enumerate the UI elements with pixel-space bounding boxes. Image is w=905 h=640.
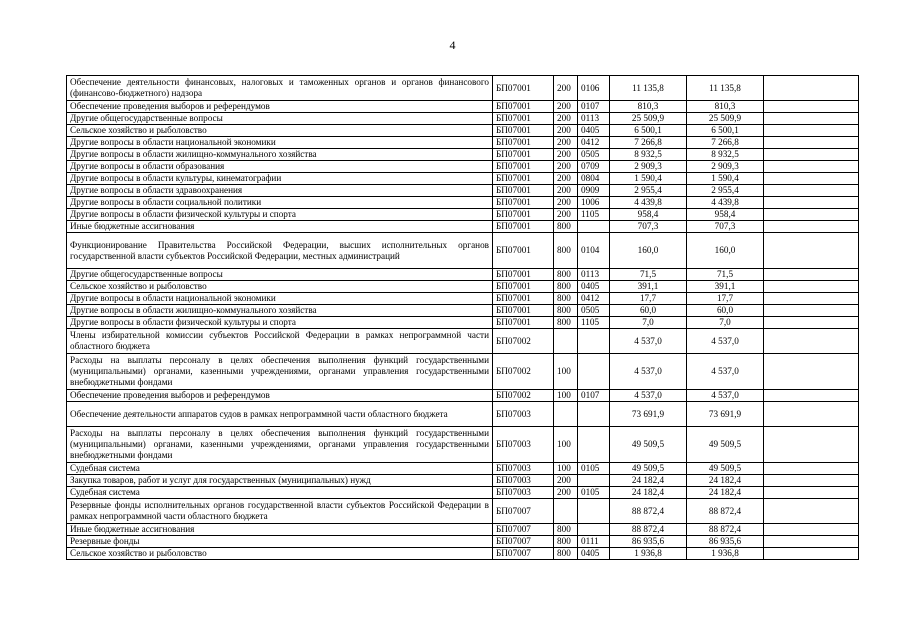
row-name-cell: Судебная система bbox=[67, 487, 493, 499]
row-code-cell: БП07001 bbox=[493, 269, 554, 281]
row-value2-cell: 8 932,5 bbox=[687, 149, 764, 161]
table-row bbox=[67, 113, 859, 125]
row-vr-cell: 200 bbox=[554, 125, 578, 137]
row-code-cell: БП07007 bbox=[493, 548, 554, 560]
row-name-cell: Другие вопросы в области образования bbox=[67, 161, 493, 173]
row-value1-cell: 4 537,0 bbox=[610, 354, 687, 390]
row-value1-cell: 810,3 bbox=[610, 101, 687, 113]
row-vr-cell: 200 bbox=[554, 197, 578, 209]
row-rz-cell: 0804 bbox=[578, 173, 610, 185]
row-value1-cell: 25 509,9 bbox=[610, 113, 687, 125]
row-value2-cell: 4 537,0 bbox=[687, 329, 764, 354]
row-vr-cell bbox=[554, 329, 578, 354]
row-value2-cell: 958,4 bbox=[687, 209, 764, 221]
row-code-cell: БП07007 bbox=[493, 499, 554, 524]
row-value1-cell: 49 509,5 bbox=[610, 463, 687, 475]
row-vr-cell: 100 bbox=[554, 463, 578, 475]
row-name-cell: Другие вопросы в области жилищно-коммунального хозяйства bbox=[67, 149, 493, 161]
row-vr-cell: 200 bbox=[554, 149, 578, 161]
row-name-cell: Расходы на выплаты персоналу в целях обеспечения выполнения функций государственными (муниципальными) органами, казенными учреждениями, органами управления государственными внебюджетными фондами bbox=[67, 354, 493, 390]
table-row bbox=[67, 185, 859, 197]
table-row bbox=[67, 173, 859, 185]
row-code-cell: БП07001 bbox=[493, 293, 554, 305]
row-rz-cell: 0505 bbox=[578, 149, 610, 161]
row-value1-cell: 7 266,8 bbox=[610, 137, 687, 149]
row-vr-cell: 800 bbox=[554, 233, 578, 269]
table-row bbox=[67, 463, 859, 475]
table-row bbox=[67, 548, 859, 560]
row-name-cell: Другие вопросы в области культуры, кинематографии bbox=[67, 173, 493, 185]
row-code-cell: БП07003 bbox=[493, 487, 554, 499]
row-vr-cell: 100 bbox=[554, 354, 578, 390]
row-code-cell: БП07001 bbox=[493, 161, 554, 173]
row-name-cell: Резервные фонды bbox=[67, 536, 493, 548]
row-value2-cell: 11 135,8 bbox=[687, 76, 764, 101]
table-row bbox=[67, 281, 859, 293]
row-code-cell: БП07001 bbox=[493, 305, 554, 317]
row-code-cell: БП07001 bbox=[493, 185, 554, 197]
row-vr-cell: 800 bbox=[554, 305, 578, 317]
row-value2-cell: 71,5 bbox=[687, 269, 764, 281]
row-name-cell: Обеспечение деятельности аппаратов судов в рамках непрограммной части областного бюджета bbox=[67, 402, 493, 427]
row-value2-cell: 7 266,8 bbox=[687, 137, 764, 149]
row-rz-cell bbox=[578, 475, 610, 487]
table-row bbox=[67, 487, 859, 499]
row-empty-cell bbox=[764, 390, 859, 402]
row-value1-cell: 88 872,4 bbox=[610, 499, 687, 524]
row-value2-cell: 73 691,9 bbox=[687, 402, 764, 427]
row-value1-cell: 958,4 bbox=[610, 209, 687, 221]
row-value1-cell: 7,0 bbox=[610, 317, 687, 329]
row-code-cell: БП07003 bbox=[493, 427, 554, 463]
row-vr-cell: 800 bbox=[554, 269, 578, 281]
row-rz-cell: 0111 bbox=[578, 536, 610, 548]
row-name-cell: Другие общегосударственные вопросы bbox=[67, 113, 493, 125]
row-code-cell: БП07001 bbox=[493, 149, 554, 161]
table-row bbox=[67, 101, 859, 113]
row-rz-cell bbox=[578, 221, 610, 233]
row-value2-cell: 2 909,3 bbox=[687, 161, 764, 173]
row-name-cell: Иные бюджетные ассигнования bbox=[67, 221, 493, 233]
row-value1-cell: 1 590,4 bbox=[610, 173, 687, 185]
row-code-cell: БП07001 bbox=[493, 281, 554, 293]
table-row bbox=[67, 475, 859, 487]
table-row bbox=[67, 221, 859, 233]
row-empty-cell bbox=[764, 281, 859, 293]
table-row bbox=[67, 329, 859, 354]
row-code-cell: БП07001 bbox=[493, 173, 554, 185]
row-value2-cell: 707,3 bbox=[687, 221, 764, 233]
row-value2-cell: 4 537,0 bbox=[687, 354, 764, 390]
table-row bbox=[67, 402, 859, 427]
row-value1-cell: 2 909,3 bbox=[610, 161, 687, 173]
row-empty-cell bbox=[764, 101, 859, 113]
table-row bbox=[67, 161, 859, 173]
row-name-cell: Другие вопросы в области национальной экономики bbox=[67, 293, 493, 305]
row-name-cell: Закупка товаров, работ и услуг для государственных (муниципальных) нужд bbox=[67, 475, 493, 487]
row-empty-cell bbox=[764, 76, 859, 101]
table-row bbox=[67, 137, 859, 149]
row-name-cell: Сельское хозяйство и рыболовство bbox=[67, 125, 493, 137]
row-empty-cell bbox=[764, 209, 859, 221]
row-empty-cell bbox=[764, 185, 859, 197]
row-rz-cell: 0909 bbox=[578, 185, 610, 197]
table-row bbox=[67, 76, 859, 101]
row-name-cell: Другие общегосударственные вопросы bbox=[67, 269, 493, 281]
row-rz-cell bbox=[578, 524, 610, 536]
row-name-cell: Судебная система bbox=[67, 463, 493, 475]
row-vr-cell: 800 bbox=[554, 317, 578, 329]
table-row bbox=[67, 233, 859, 269]
row-vr-cell: 200 bbox=[554, 173, 578, 185]
row-value2-cell: 88 872,4 bbox=[687, 524, 764, 536]
row-code-cell: БП07001 bbox=[493, 125, 554, 137]
row-value2-cell: 6 500,1 bbox=[687, 125, 764, 137]
table-row bbox=[67, 536, 859, 548]
row-vr-cell: 800 bbox=[554, 524, 578, 536]
row-vr-cell: 200 bbox=[554, 487, 578, 499]
row-value2-cell: 88 872,4 bbox=[687, 499, 764, 524]
row-value1-cell: 4 537,0 bbox=[610, 329, 687, 354]
row-value1-cell: 707,3 bbox=[610, 221, 687, 233]
row-empty-cell bbox=[764, 354, 859, 390]
row-value2-cell: 24 182,4 bbox=[687, 487, 764, 499]
row-empty-cell bbox=[764, 536, 859, 548]
row-code-cell: БП07002 bbox=[493, 329, 554, 354]
row-empty-cell bbox=[764, 125, 859, 137]
row-value1-cell: 8 932,5 bbox=[610, 149, 687, 161]
row-value2-cell: 1 936,8 bbox=[687, 548, 764, 560]
row-rz-cell bbox=[578, 499, 610, 524]
row-vr-cell: 200 bbox=[554, 101, 578, 113]
row-empty-cell bbox=[764, 475, 859, 487]
row-value1-cell: 88 872,4 bbox=[610, 524, 687, 536]
row-name-cell: Расходы на выплаты персоналу в целях обеспечения выполнения функций государственными (муниципальными) органами, казенными учреждениями, органами управления государственными внебюджетными фондами bbox=[67, 427, 493, 463]
row-rz-cell: 0709 bbox=[578, 161, 610, 173]
table-row bbox=[67, 390, 859, 402]
row-value1-cell: 4 439,8 bbox=[610, 197, 687, 209]
row-value2-cell: 49 509,5 bbox=[687, 427, 764, 463]
row-value1-cell: 4 537,0 bbox=[610, 390, 687, 402]
row-vr-cell: 200 bbox=[554, 137, 578, 149]
row-rz-cell: 0405 bbox=[578, 548, 610, 560]
budget-table bbox=[66, 75, 859, 560]
row-value1-cell: 1 936,8 bbox=[610, 548, 687, 560]
row-name-cell: Сельское хозяйство и рыболовство bbox=[67, 281, 493, 293]
row-empty-cell bbox=[764, 329, 859, 354]
table-row bbox=[67, 149, 859, 161]
row-rz-cell: 0107 bbox=[578, 101, 610, 113]
page-number: 4 bbox=[449, 38, 456, 52]
row-name-cell: Обеспечение деятельности финансовых, налоговых и таможенных органов и органов финансового (финансово-бюджетного) надзора bbox=[67, 76, 493, 101]
row-vr-cell bbox=[554, 402, 578, 427]
row-empty-cell bbox=[764, 463, 859, 475]
row-value2-cell: 1 590,4 bbox=[687, 173, 764, 185]
row-name-cell: Сельское хозяйство и рыболовство bbox=[67, 548, 493, 560]
row-empty-cell bbox=[764, 149, 859, 161]
row-rz-cell: 0105 bbox=[578, 487, 610, 499]
table-row bbox=[67, 269, 859, 281]
table-row bbox=[67, 125, 859, 137]
row-empty-cell bbox=[764, 221, 859, 233]
row-code-cell: БП07002 bbox=[493, 354, 554, 390]
row-value1-cell: 11 135,8 bbox=[610, 76, 687, 101]
row-empty-cell bbox=[764, 317, 859, 329]
row-value1-cell: 6 500,1 bbox=[610, 125, 687, 137]
row-empty-cell bbox=[764, 402, 859, 427]
row-name-cell: Другие вопросы в области физической культуры и спорта bbox=[67, 317, 493, 329]
row-name-cell: Члены избирательной комиссии субъектов Российской Федерации в рамках непрограммной части областного бюджета bbox=[67, 329, 493, 354]
row-value2-cell: 391,1 bbox=[687, 281, 764, 293]
row-rz-cell: 0405 bbox=[578, 125, 610, 137]
row-code-cell: БП07007 bbox=[493, 524, 554, 536]
table-row bbox=[67, 524, 859, 536]
row-vr-cell: 200 bbox=[554, 113, 578, 125]
row-empty-cell bbox=[764, 548, 859, 560]
row-code-cell: БП07001 bbox=[493, 137, 554, 149]
row-name-cell: Другие вопросы в области физической культуры и спорта bbox=[67, 209, 493, 221]
row-value1-cell: 71,5 bbox=[610, 269, 687, 281]
row-empty-cell bbox=[764, 173, 859, 185]
row-value2-cell: 24 182,4 bbox=[687, 475, 764, 487]
row-rz-cell: 1006 bbox=[578, 197, 610, 209]
row-rz-cell: 0412 bbox=[578, 293, 610, 305]
row-value2-cell: 25 509,9 bbox=[687, 113, 764, 125]
row-value1-cell: 17,7 bbox=[610, 293, 687, 305]
table-row bbox=[67, 209, 859, 221]
row-rz-cell: 1105 bbox=[578, 209, 610, 221]
row-name-cell: Другие вопросы в области социальной политики bbox=[67, 197, 493, 209]
row-name-cell: Обеспечение проведения выборов и референдумов bbox=[67, 101, 493, 113]
row-empty-cell bbox=[764, 161, 859, 173]
table-row bbox=[67, 317, 859, 329]
row-value1-cell: 73 691,9 bbox=[610, 402, 687, 427]
row-name-cell: Другие вопросы в области здравоохранения bbox=[67, 185, 493, 197]
row-empty-cell bbox=[764, 137, 859, 149]
row-code-cell: БП07001 bbox=[493, 197, 554, 209]
row-empty-cell bbox=[764, 113, 859, 125]
row-name-cell: Обеспечение проведения выборов и референдумов bbox=[67, 390, 493, 402]
row-code-cell: БП07001 bbox=[493, 209, 554, 221]
row-value2-cell: 4 537,0 bbox=[687, 390, 764, 402]
row-value2-cell: 810,3 bbox=[687, 101, 764, 113]
row-value1-cell: 60,0 bbox=[610, 305, 687, 317]
row-rz-cell: 1105 bbox=[578, 317, 610, 329]
row-code-cell: БП07003 bbox=[493, 475, 554, 487]
row-value2-cell: 2 955,4 bbox=[687, 185, 764, 197]
table-row bbox=[67, 427, 859, 463]
row-empty-cell bbox=[764, 487, 859, 499]
row-vr-cell: 800 bbox=[554, 293, 578, 305]
row-code-cell: БП07001 bbox=[493, 113, 554, 125]
table-row bbox=[67, 293, 859, 305]
row-code-cell: БП07001 bbox=[493, 221, 554, 233]
row-rz-cell: 0505 bbox=[578, 305, 610, 317]
row-name-cell: Другие вопросы в области жилищно-коммунального хозяйства bbox=[67, 305, 493, 317]
row-rz-cell: 0113 bbox=[578, 269, 610, 281]
row-empty-cell bbox=[764, 524, 859, 536]
row-name-cell: Резервные фонды исполнительных органов государственной власти субъектов Российской Федерации в рамках непрограммной части областного бюджета bbox=[67, 499, 493, 524]
row-empty-cell bbox=[764, 499, 859, 524]
row-name-cell: Иные бюджетные ассигнования bbox=[67, 524, 493, 536]
row-code-cell: БП07003 bbox=[493, 402, 554, 427]
row-name-cell: Другие вопросы в области национальной экономики bbox=[67, 137, 493, 149]
row-value1-cell: 2 955,4 bbox=[610, 185, 687, 197]
row-vr-cell: 200 bbox=[554, 209, 578, 221]
row-value1-cell: 86 935,6 bbox=[610, 536, 687, 548]
row-rz-cell: 0107 bbox=[578, 390, 610, 402]
row-value2-cell: 60,0 bbox=[687, 305, 764, 317]
row-rz-cell: 0105 bbox=[578, 463, 610, 475]
row-empty-cell bbox=[764, 197, 859, 209]
row-rz-cell: 0104 bbox=[578, 233, 610, 269]
row-vr-cell: 100 bbox=[554, 427, 578, 463]
row-code-cell: БП07001 bbox=[493, 233, 554, 269]
row-vr-cell: 800 bbox=[554, 536, 578, 548]
row-value2-cell: 49 509,5 bbox=[687, 463, 764, 475]
row-rz-cell bbox=[578, 354, 610, 390]
row-value2-cell: 7,0 bbox=[687, 317, 764, 329]
row-value2-cell: 17,7 bbox=[687, 293, 764, 305]
row-vr-cell: 200 bbox=[554, 161, 578, 173]
row-code-cell: БП07001 bbox=[493, 101, 554, 113]
row-value2-cell: 4 439,8 bbox=[687, 197, 764, 209]
row-value1-cell: 24 182,4 bbox=[610, 487, 687, 499]
row-empty-cell bbox=[764, 427, 859, 463]
row-code-cell: БП07002 bbox=[493, 390, 554, 402]
row-vr-cell: 800 bbox=[554, 281, 578, 293]
row-empty-cell bbox=[764, 269, 859, 281]
row-name-cell: Функционирование Правительства Российской Федерации, высших исполнительных органов государственной власти субъектов Российской Федерации, местных администраций bbox=[67, 233, 493, 269]
row-vr-cell: 800 bbox=[554, 548, 578, 560]
row-empty-cell bbox=[764, 305, 859, 317]
row-vr-cell: 200 bbox=[554, 475, 578, 487]
row-code-cell: БП07007 bbox=[493, 536, 554, 548]
table-row bbox=[67, 354, 859, 390]
row-rz-cell: 0113 bbox=[578, 113, 610, 125]
row-value2-cell: 160,0 bbox=[687, 233, 764, 269]
row-vr-cell: 200 bbox=[554, 185, 578, 197]
row-value1-cell: 49 509,5 bbox=[610, 427, 687, 463]
row-value1-cell: 391,1 bbox=[610, 281, 687, 293]
row-value1-cell: 160,0 bbox=[610, 233, 687, 269]
row-vr-cell bbox=[554, 499, 578, 524]
row-value1-cell: 24 182,4 bbox=[610, 475, 687, 487]
row-empty-cell bbox=[764, 293, 859, 305]
row-code-cell: БП07001 bbox=[493, 76, 554, 101]
row-value2-cell: 86 935,6 bbox=[687, 536, 764, 548]
row-code-cell: БП07003 bbox=[493, 463, 554, 475]
row-rz-cell: 0106 bbox=[578, 76, 610, 101]
row-rz-cell bbox=[578, 402, 610, 427]
row-vr-cell: 800 bbox=[554, 221, 578, 233]
row-code-cell: БП07001 bbox=[493, 317, 554, 329]
row-empty-cell bbox=[764, 233, 859, 269]
row-vr-cell: 100 bbox=[554, 390, 578, 402]
table-row bbox=[67, 197, 859, 209]
row-rz-cell: 0405 bbox=[578, 281, 610, 293]
row-vr-cell: 200 bbox=[554, 76, 578, 101]
row-rz-cell bbox=[578, 427, 610, 463]
table-row bbox=[67, 305, 859, 317]
row-rz-cell bbox=[578, 329, 610, 354]
table-row bbox=[67, 499, 859, 524]
row-rz-cell: 0412 bbox=[578, 137, 610, 149]
